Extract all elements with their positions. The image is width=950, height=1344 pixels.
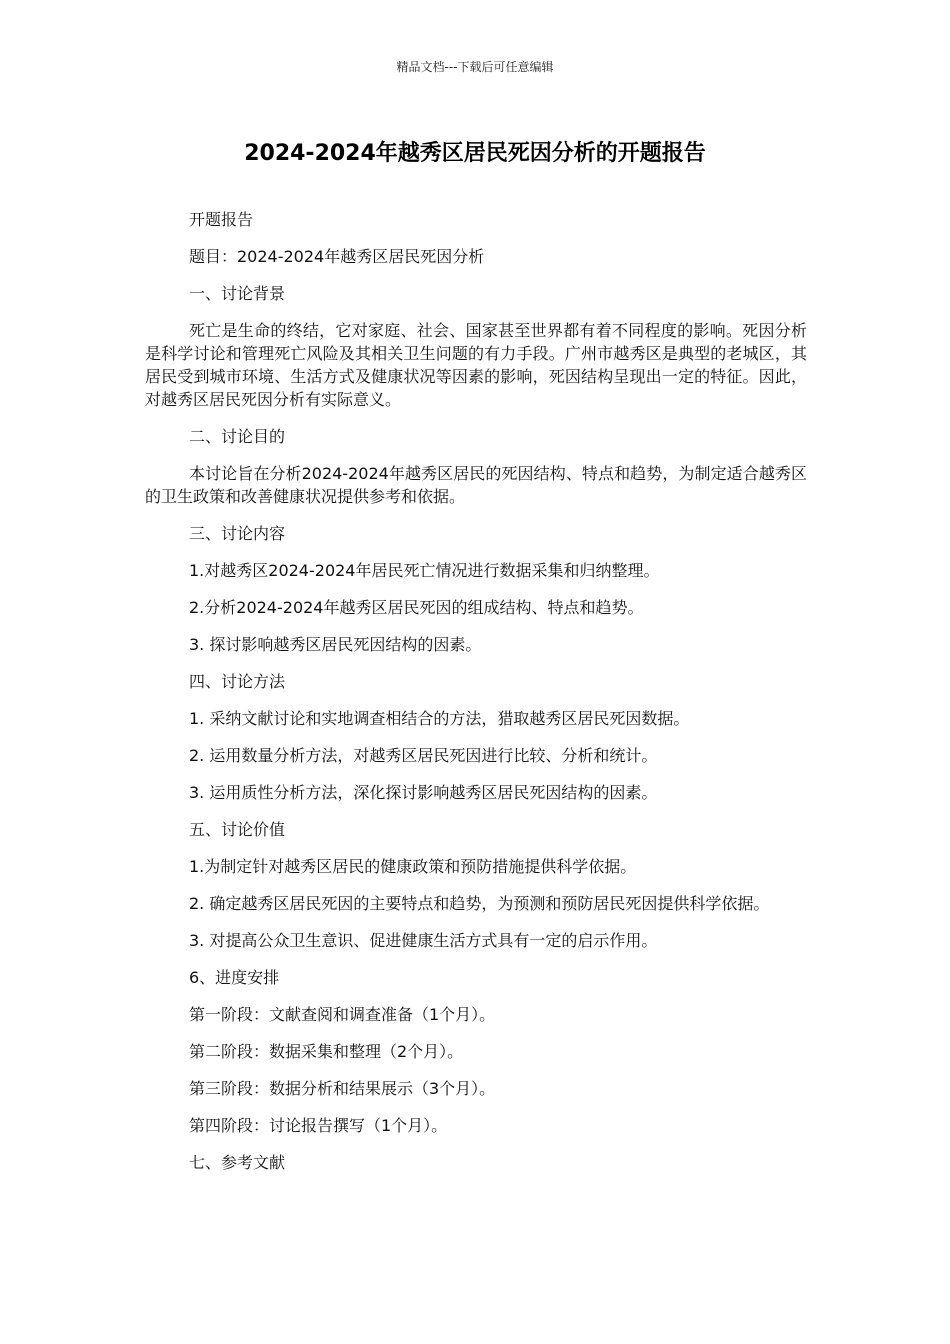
list-item-value-3: 3. 对提高公众卫生意识、促进健康生活方式具有一定的启示作用。 xyxy=(189,931,658,950)
list-item-value-1: 1.为制定针对越秀区居民的健康政策和预防措施提供科学依据。 xyxy=(189,857,637,876)
list-item-method-2: 2. 运用数量分析方法，对越秀区居民死因进行比较、分析和统计。 xyxy=(189,746,658,765)
schedule-item-2: 第二阶段：数据采集和整理（2个月）。 xyxy=(189,1042,464,1061)
section-heading-method: 四、讨论方法 xyxy=(189,672,286,691)
section-heading-content: 三、讨论内容 xyxy=(189,524,286,543)
list-item-value-2: 2. 确定越秀区居民死因的主要特点和趋势，为预测和预防居民死因提供科学依据。 xyxy=(189,894,770,913)
section-heading-background: 一、讨论背景 xyxy=(189,284,286,303)
schedule-item-3: 第三阶段：数据分析和结果展示（3个月）。 xyxy=(189,1079,496,1098)
document-title: 2024-2024年越秀区居民死因分析的开题报告 xyxy=(244,141,706,166)
section-heading-value: 五、讨论价值 xyxy=(189,820,286,839)
list-item-content-3: 3. 探讨影响越秀区居民死因结构的因素。 xyxy=(189,635,482,654)
list-item-content-2: 2.分析2024-2024年越秀区居民死因的组成结构、特点和趋势。 xyxy=(189,598,644,617)
schedule-item-4: 第四阶段：讨论报告撰写（1个月）。 xyxy=(189,1116,448,1135)
list-item-method-3: 3. 运用质性分析方法，深化探讨影响越秀区居民死因结构的因素。 xyxy=(189,783,658,802)
page-header: 精品文档---下载后可任意编辑 xyxy=(396,60,554,74)
list-item-content-1: 1.对越秀区2024-2024年居民死亡情况进行数据采集和归纳整理。 xyxy=(189,561,660,580)
document-body xyxy=(145,208,807,1188)
paragraph-report-label: 开题报告 xyxy=(189,210,254,229)
section-heading-schedule: 6、进度安排 xyxy=(189,968,280,987)
paragraph-purpose: 本讨论旨在分析2024-2024年越秀区居民的死因结构、特点和趋势，为制定适合越秀区的卫生政策和改善健康状况提供参考和依据。 xyxy=(145,464,807,506)
paragraph-background: 死亡是生命的终结，它对家庭、社会、国家甚至世界都有着不同程度的影响。死因分析是科学讨论和管理死亡风险及其相关卫生问题的有力手段。广州市越秀区是典型的老城区，其居民受到城市环境、生活方式及健康状况等因素的影响，死因结构呈现出一定的特征。因此，对越秀区居民死因分析有实际意义。 xyxy=(145,321,807,409)
schedule-item-1: 第一阶段：文献查阅和调查准备（1个月）。 xyxy=(189,1005,496,1024)
paragraph-topic: 题目：2024-2024年越秀区居民死因分析 xyxy=(189,247,485,266)
section-heading-purpose: 二、讨论目的 xyxy=(189,427,286,446)
section-heading-references: 七、参考文献 xyxy=(189,1153,286,1172)
list-item-method-1: 1. 采纳文献讨论和实地调查相结合的方法，猎取越秀区居民死因数据。 xyxy=(189,709,690,728)
